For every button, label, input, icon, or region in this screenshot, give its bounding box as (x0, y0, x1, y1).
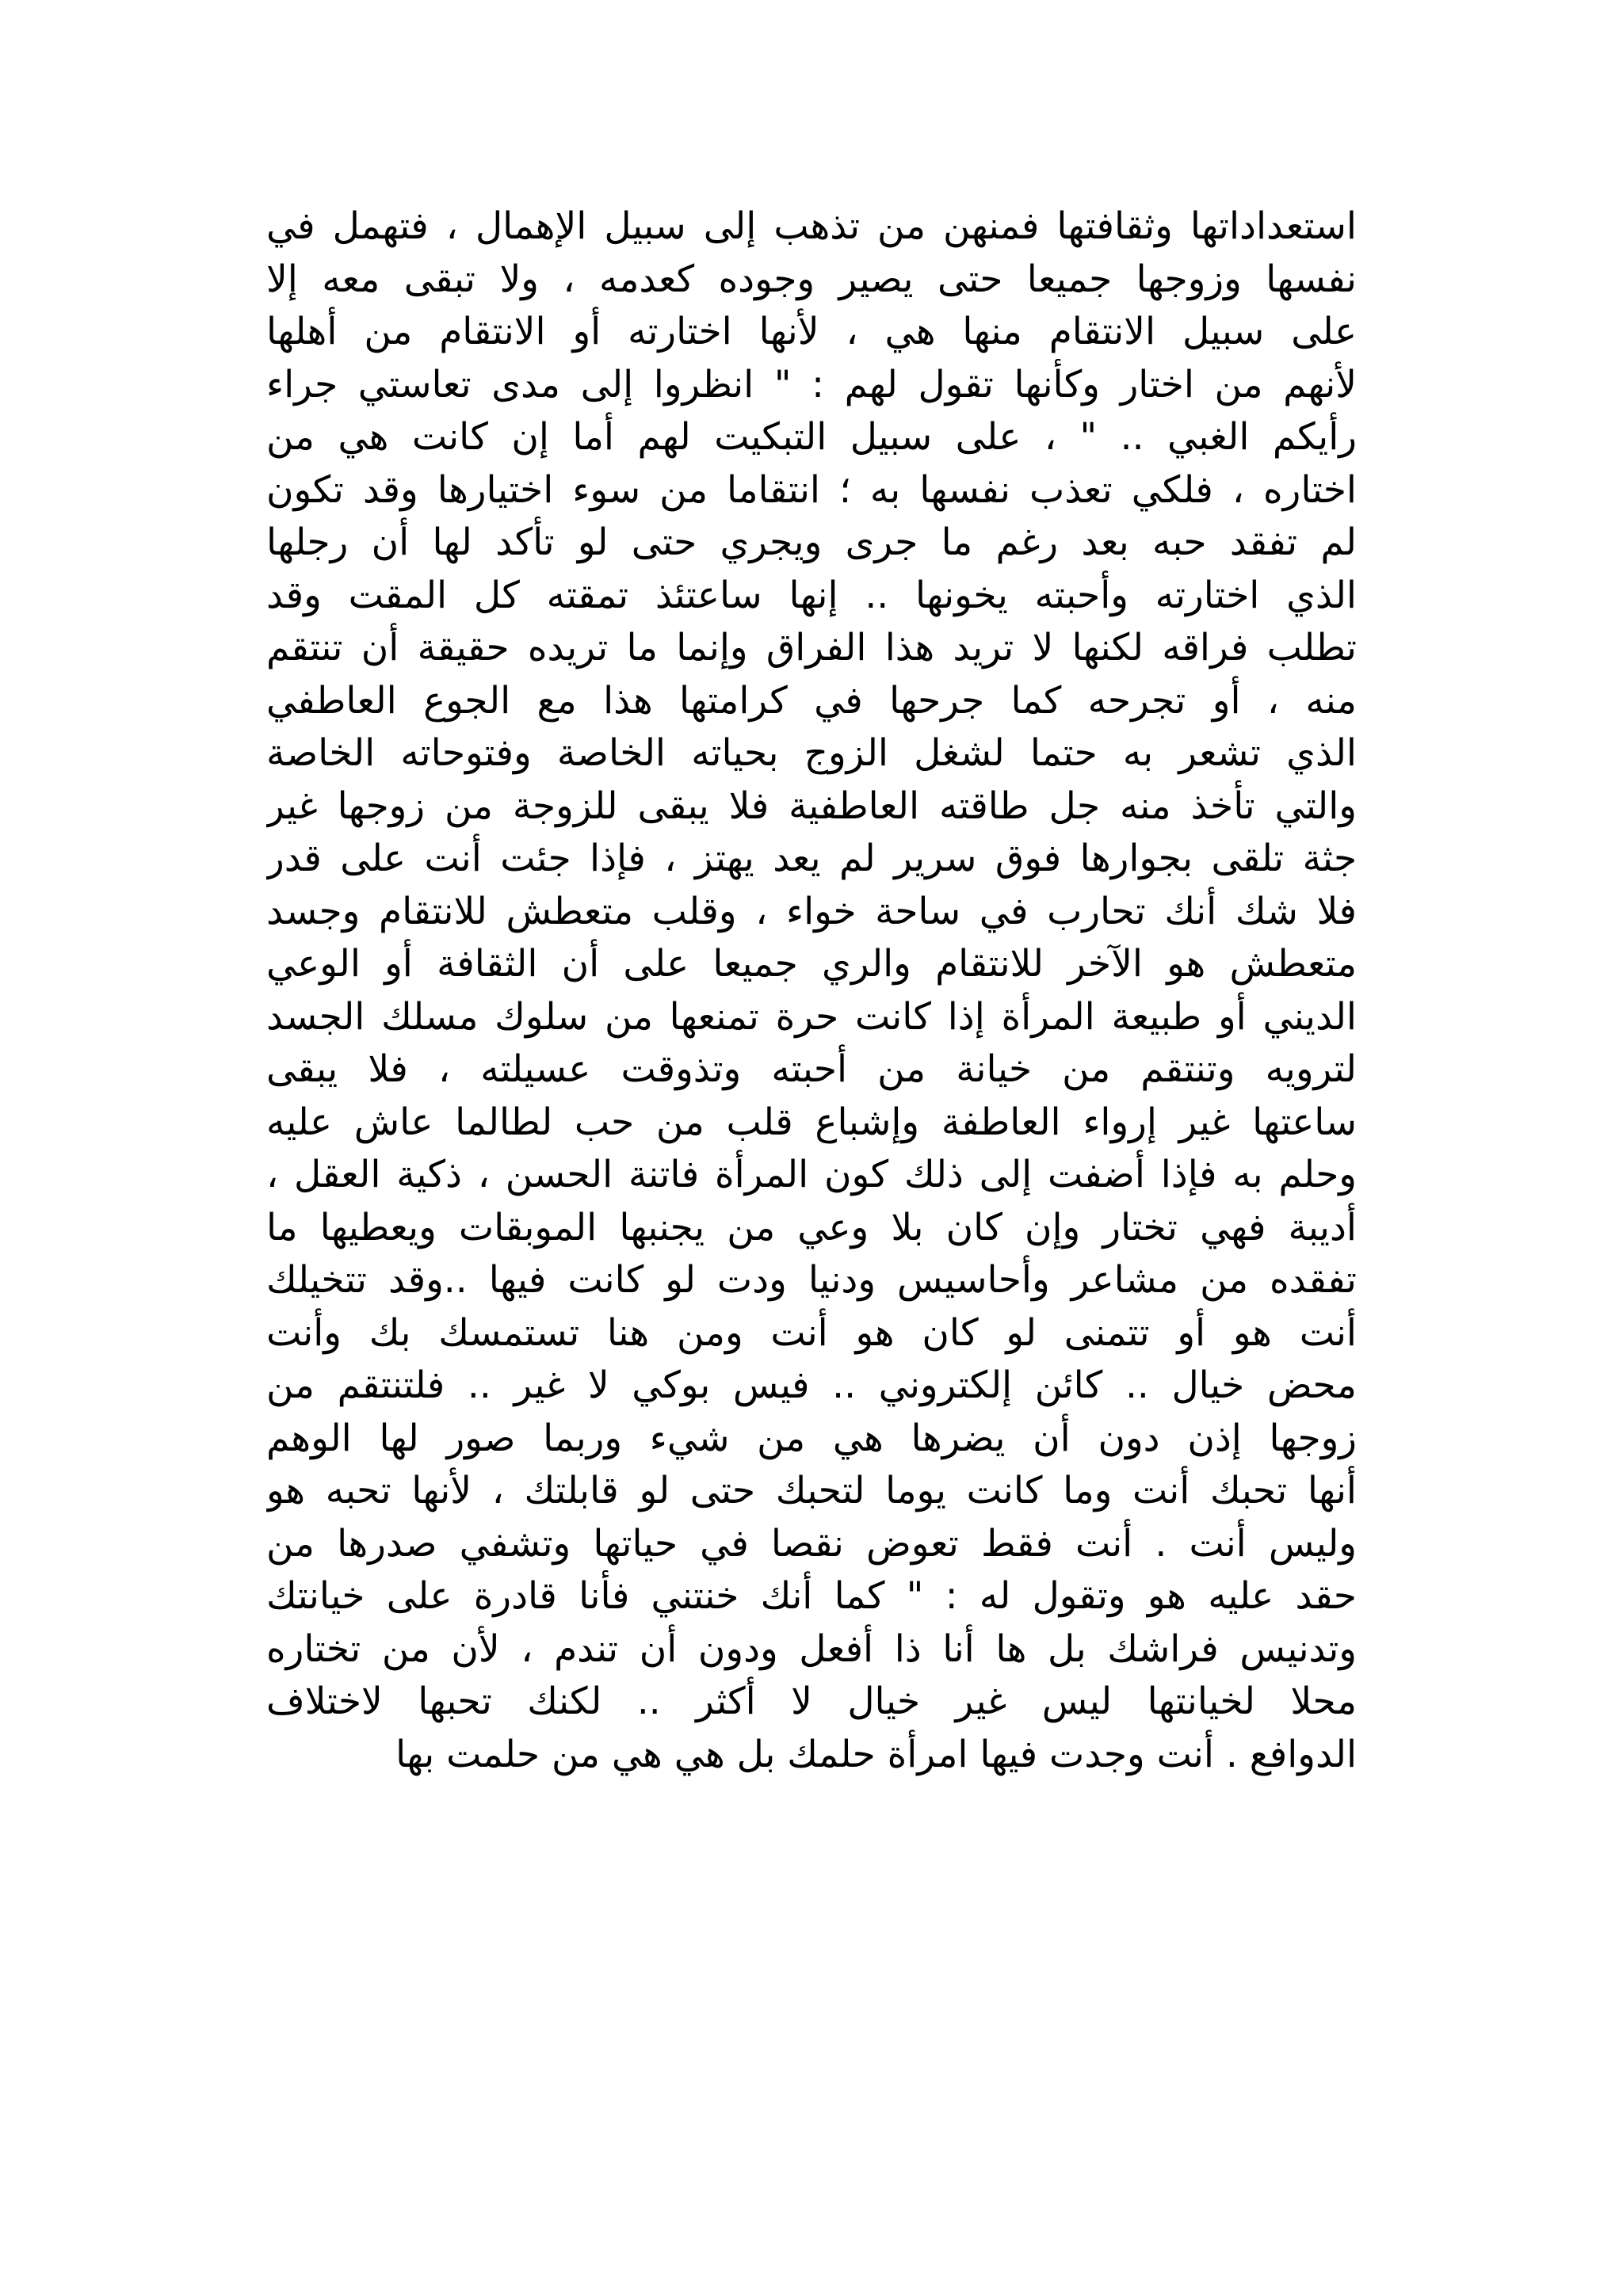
text-line-25: أنها تحبك أنت وما كانت يوما لتحبك حتى لو قابلتك ، لأنها تحبه هو (266, 1469, 1357, 1512)
text-line-23: محض خيال .. كائن إلكتروني .. فيس بوكي لا غير .. فلتنتقم من (266, 1363, 1357, 1407)
text-line-4: لأنهم من اختار وكأنها تقول لهم : " انظروا إلى مدى تعاستي جراء (266, 362, 1357, 406)
text-line-27: حقد عليه هو وتقول له : " كما أنك خنتني فأنا قادرة على خيانتك (266, 1574, 1357, 1618)
text-line-17: لترويه وتنتقم من خيانة من أحبته وتذوقت عسيلته ، فلا يبقى (266, 1047, 1357, 1091)
text-line-14: فلا شك أنك تحارب في ساحة خواء ، وقلب متعطش للانتقام وجسد (266, 889, 1357, 933)
text-line-15: متعطش هو الآخر للانتقام والري جميعا على أن الثقافة أو الوعي (266, 942, 1357, 986)
text-line-10: منه ، أو تجرحه كما جرحها في كرامتها هذا مع الجوع العاطفي (266, 678, 1357, 723)
text-line-5: رأيكم الغبي .. " ، على سبيل التبكيت لهم أما إن كانت هي من (266, 415, 1357, 459)
text-line-8: الذي اختارته وأحبته يخونها .. إنها ساعتئذ تمقته كل المقت وقد (266, 573, 1357, 617)
text-line-24: زوجها إذن دون أن يضرها هي من شيء وربما صور لها الوهم (266, 1416, 1357, 1460)
text-line-16: الديني أو طبيعة المرأة إذا كانت حرة تمنعها من سلوك مسلك الجسد (266, 994, 1357, 1039)
text-line-13: جثة تلقى بجوارها فوق سرير لم يعد يهتز ، فإذا جئت أنت على قدر (266, 837, 1357, 880)
text-line-7: لم تفقد حبه بعد رغم ما جرى ويجري حتى لو تأكد لها أن رجلها (266, 521, 1357, 564)
text-line-18: ساعتها غير إرواء العاطفة وإشباع قلب من حب لطالما عاش عليه (266, 1100, 1357, 1144)
text-line-6: اختاره ، فلكي تعذب نفسها به ؛ انتقاما من سوء اختيارها وقد تكون (266, 467, 1357, 512)
text-line-22: أنت هو أو تتمنى لو كان هو أنت ومن هنا تستمسك بك وأنت (266, 1310, 1357, 1355)
text-line-19: وحلم به فإذا أضفت إلى ذلك كون المرأة فاتنة الحسن ، ذكية العقل ، (266, 1153, 1357, 1196)
body-text (266, 200, 1357, 1781)
text-line-26: وليس أنت . أنت فقط تعوض نقصا في حياتها وتشفي صدرها من (266, 1521, 1357, 1566)
text-line-9: تطلب فراقه لكنها لا تريد هذا الفراق وإنما ما تريده حقيقة أن تنتقم (266, 626, 1357, 669)
text-line-30: الدوافع . أنت وجدت فيها امرأة حلمك بل هي هي من حلمت بها (395, 1732, 1357, 1776)
text-line-20: أديبة فهي تختار وإن كان بلا وعي من يجنبها الموبقات ويعطيها ما (266, 1205, 1357, 1249)
text-line-11: الذي تشعر به حتما لشغل الزوج بحياته الخاصة وفتوحاته الخاصة (266, 731, 1357, 775)
text-line-21: تفقده من مشاعر وأحاسيس ودنيا ودت لو كانت فيها ..وقد تتخيلك (266, 1258, 1357, 1302)
text-line-3: على سبيل الانتقام منها هي ، لأنها اختارته أو الانتقام من أهلها (266, 310, 1357, 353)
text-line-28: وتدنيس فراشك بل ها أنا ذا أفعل ودون أن تندم ، لأن من تختاره (266, 1627, 1357, 1671)
text-line-29: محلا لخيانتها ليس غير خيال لا أكثر .. لكنك تحبها لاختلاف (266, 1680, 1357, 1723)
text-line-2: نفسها وزوجها جميعا حتى يصير وجوده كعدمه ، ولا تبقى معه إلا (266, 257, 1357, 301)
text-line-1: استعداداتها وثقافتها فمنهن من تذهب إلى سبيل الإهمال ، فتهمل في (266, 204, 1357, 248)
text-line-12: والتي تأخذ منه جل طاقته العاطفية فلا يبقى للزوجة من زوجها غير (266, 784, 1357, 828)
